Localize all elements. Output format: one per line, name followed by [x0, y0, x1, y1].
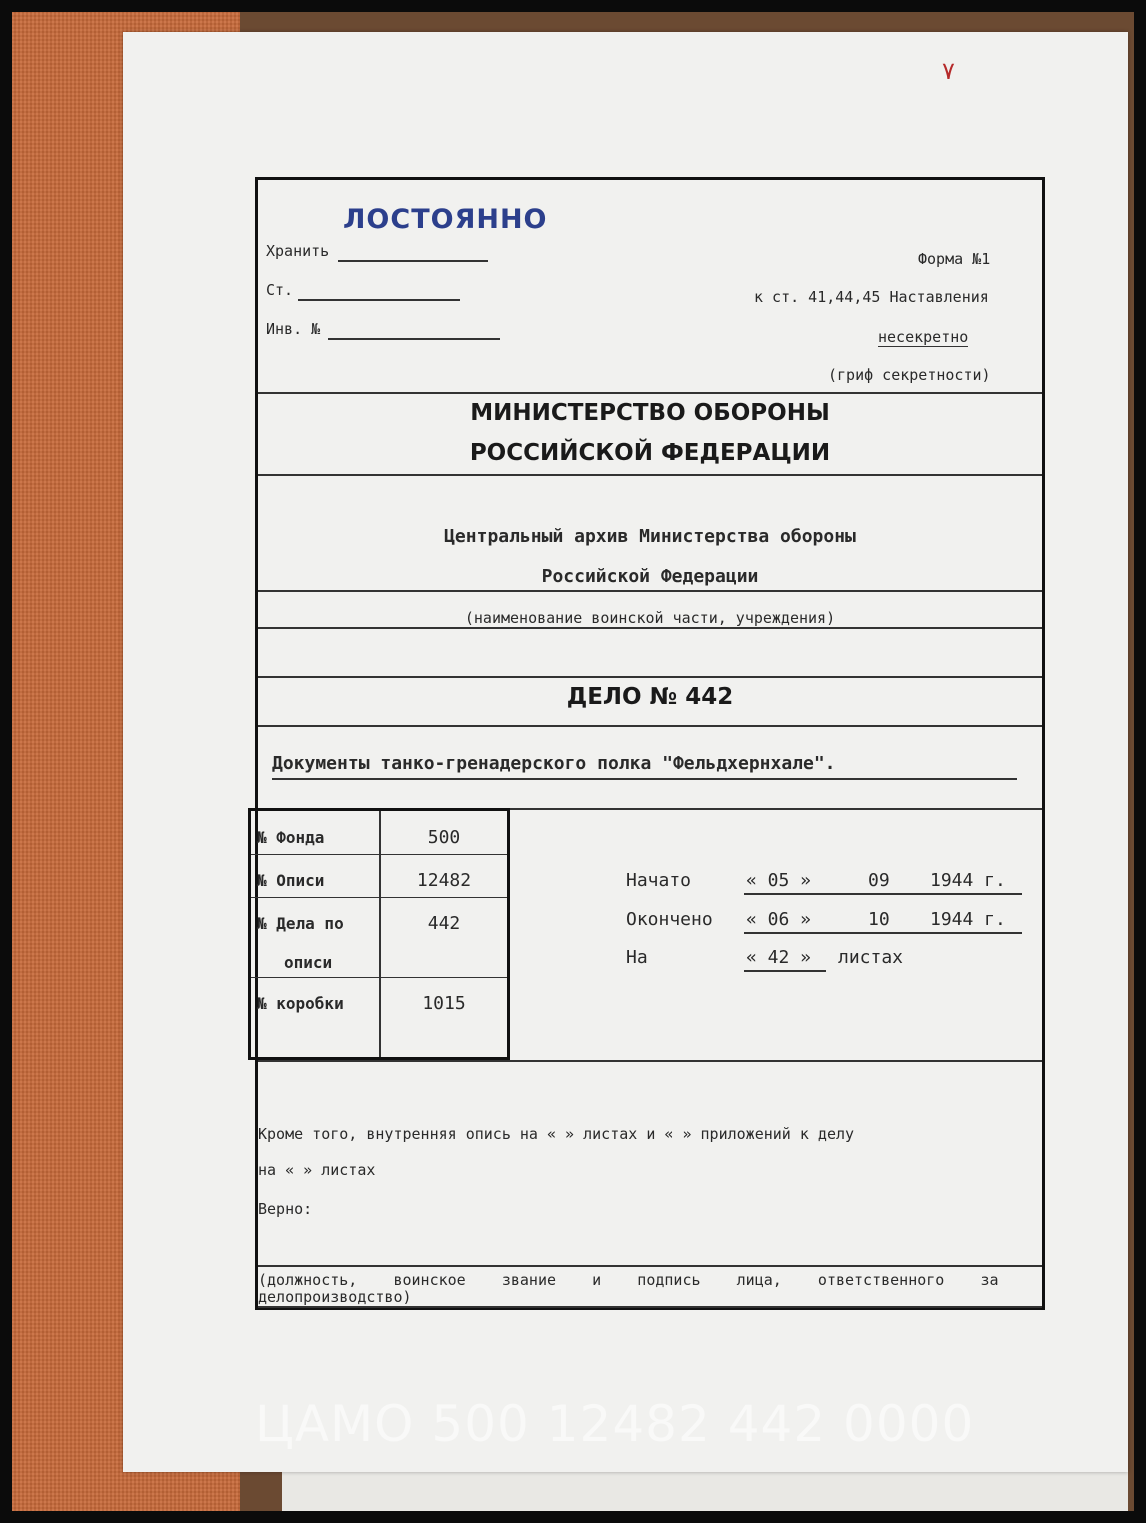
sheets-label: На: [626, 947, 648, 968]
archive-line1: Центральный архив Министерства обороны: [444, 526, 856, 547]
internal-inventory-note2: на « » листах: [258, 1161, 376, 1179]
signature-caption: (должность, воинское звание и подпись лица, ответственного за: [258, 1271, 999, 1289]
secrecy-value: несекретно: [878, 328, 969, 346]
delo-label-continued: описи: [284, 953, 333, 972]
red-mark: ٧: [942, 57, 955, 85]
sheets-word: листах: [838, 947, 904, 968]
table-row: [251, 978, 507, 1057]
table-row: [251, 811, 507, 855]
keep-field-line: [338, 260, 488, 262]
form-reference: к ст. 41,44,45 Наставления: [754, 288, 989, 306]
delo-value: 442: [427, 913, 461, 934]
archive-line2: Российской Федерации: [541, 566, 759, 587]
permanent-stamp: ЛОСТОЯННО: [343, 204, 548, 235]
divider: [258, 725, 1042, 727]
verified-label: Верно:: [258, 1200, 313, 1218]
keep-label: Хранить: [266, 242, 330, 260]
st-field-line: [298, 299, 460, 301]
ended-label: Окончено: [626, 909, 713, 930]
divider: [258, 1265, 1042, 1267]
inv-label: Инв. №: [266, 320, 321, 338]
divider: [258, 1060, 1042, 1062]
fond-value: 500: [427, 827, 461, 848]
divider: [258, 474, 1042, 476]
table-row: [251, 898, 507, 978]
archive-caption: (наименование воинской части, учреждения): [464, 609, 836, 627]
sheets-count: « 42 »: [746, 947, 812, 968]
ministry-line2: РОССИЙСКОЙ ФЕДЕРАЦИИ: [469, 440, 831, 466]
started-month: 09: [868, 870, 890, 891]
table-row: [251, 855, 507, 898]
case-title: ДЕЛО № 442: [566, 684, 734, 710]
started-year: 1944 г.: [930, 870, 1006, 891]
st-label: Ст.: [266, 281, 294, 299]
inv-field-line: [328, 338, 500, 340]
box-label: № коробки: [257, 994, 344, 1013]
ended-day: « 06 »: [746, 909, 812, 930]
sheets-underline: [744, 970, 826, 972]
opis-label: № Описи: [257, 871, 325, 890]
ended-month: 10: [868, 909, 890, 930]
ministry-line1: МИНИСТЕРСТВО ОБОРОНЫ: [470, 400, 830, 426]
divider: [258, 1306, 1042, 1308]
divider: [258, 392, 1042, 394]
started-underline: [744, 893, 1022, 895]
archive-watermark: ЦАМО 500 12482 442 0000: [255, 1395, 975, 1453]
archive-ids-table: [248, 808, 510, 1060]
form-number: Форма №1: [918, 250, 991, 268]
case-cover-form: [255, 177, 1045, 1310]
ended-year: 1944 г.: [930, 909, 1006, 930]
archive-underline: [258, 590, 1042, 592]
box-value: 1015: [422, 993, 466, 1014]
started-day: « 05 »: [746, 870, 812, 891]
started-label: Начато: [626, 870, 692, 891]
fond-label: № Фонда: [257, 828, 325, 847]
secrecy-caption: (гриф секретности): [828, 366, 991, 384]
internal-inventory-note: Кроме того, внутренняя опись на « » листах и « » приложений к делу: [258, 1125, 855, 1143]
delo-label: № Дела по: [257, 914, 344, 933]
ended-underline: [744, 932, 1022, 934]
signature-caption2: делопроизводство): [258, 1288, 412, 1306]
opis-value: 12482: [416, 870, 472, 891]
description-underline: [272, 778, 1017, 780]
case-description: Документы танко-гренадерского полка "Фельдхернхале".: [272, 753, 836, 774]
divider: [258, 676, 1042, 678]
divider: [258, 627, 1042, 629]
